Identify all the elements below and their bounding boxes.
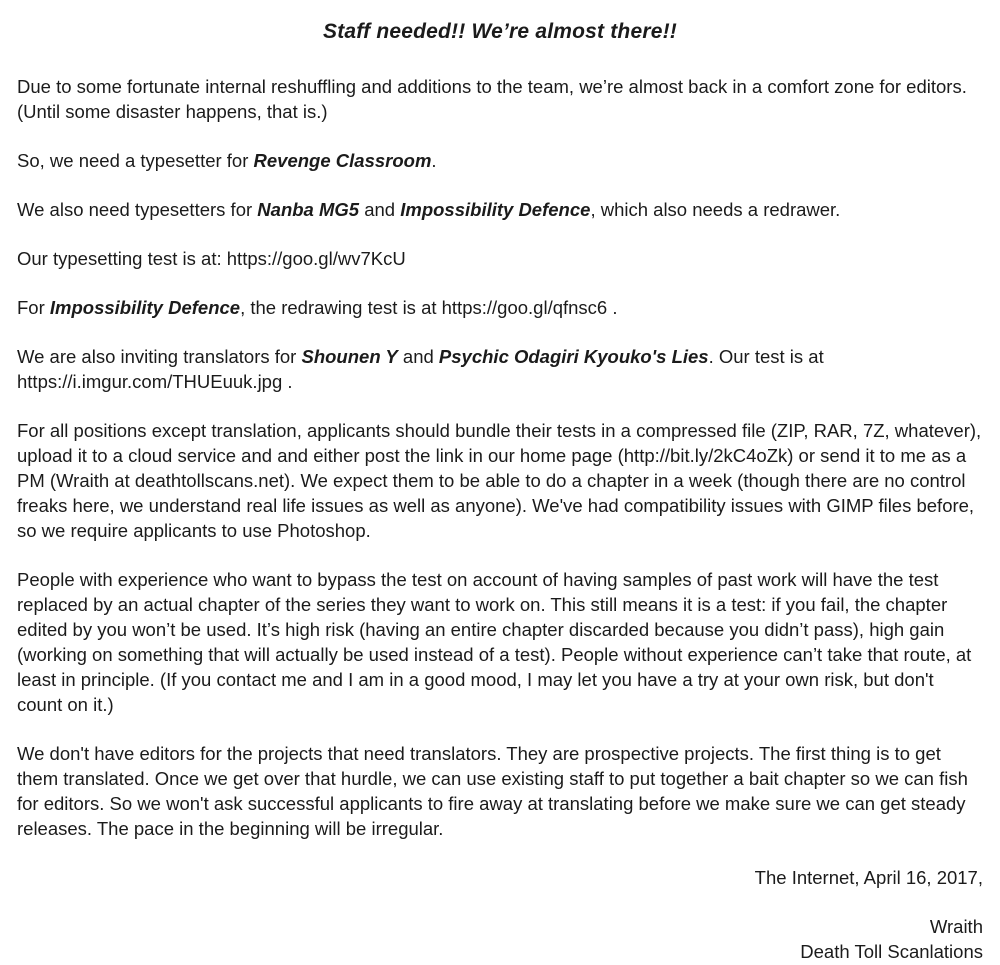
- paragraph: [17, 295, 983, 320]
- paragraph-text: People with experience who want to bypass the test on account of having samples of past work will have the test replaced by an actual chapter of the series they want to work on. This still means it is a test: if you fail, the chapter edited by you won’t be used. It’s high risk (having an entire chapter discarded because you didn’t pass), high gain (working on something that will actually be used instead of a test). People without experience can’t take that route, at least in principle. (If you contact me and I am in a good mood, I may let you have a try at your own risk, but don't count on it.): [17, 569, 972, 715]
- paragraph: [17, 74, 983, 124]
- series-title: Impossibility Defence: [49, 297, 241, 318]
- series-title: Revenge Classroom: [253, 150, 432, 171]
- paragraph-text: and: [397, 346, 439, 367]
- paragraph-text: For all positions except translation, applicants should bundle their tests in a compressed file (ZIP, RAR, 7Z, whatever), upload it to a cloud service and and either post the link in our home page (http://bit.ly/2kC4oZk) or send it to me as a PM (Wraith at deathtollscans.net). We expect them to be able to do a chapter in a week (though there are no control freaks here, we understand real life issues as well as anyone). We've had compatibility issues with GIMP files before, so we require applicants to use Photoshop.: [17, 420, 982, 541]
- series-title: Impossibility Defence: [400, 199, 591, 220]
- paragraph-text: So, we need a typesetter for: [17, 150, 254, 171]
- paragraph-text: For: [17, 297, 50, 318]
- paragraph: [17, 567, 983, 717]
- signature-line: Wraith: [929, 916, 983, 937]
- paragraph: [17, 148, 983, 173]
- series-title: Nanba MG5: [257, 199, 360, 220]
- body-paragraphs: [17, 74, 983, 841]
- date-line: The Internet, April 16, 2017,: [754, 867, 983, 888]
- page-title: Staff needed!! We’re almost there!!: [323, 20, 677, 43]
- paragraph: [17, 418, 983, 543]
- signature-block: [17, 914, 983, 964]
- paragraph: [17, 344, 983, 394]
- signature-line: Death Toll Scanlations: [800, 941, 983, 962]
- series-title: Shounen Y: [301, 346, 398, 367]
- paragraph-text: We also need typesetters for: [17, 199, 258, 220]
- paragraph-text: Our typesetting test is at: https://goo.gl/wv7KcU: [17, 248, 406, 269]
- paragraph-text: , the redrawing test is at https://goo.gl/qfnsc6 .: [240, 297, 618, 318]
- paragraph: [17, 741, 983, 841]
- paragraph-text: .: [431, 150, 437, 171]
- series-title: Psychic Odagiri Kyouko's Lies: [438, 346, 709, 367]
- paragraph-text: and: [359, 199, 401, 220]
- paragraph-text: , which also needs a redrawer.: [590, 199, 841, 220]
- paragraph-text: . Our test is at https://i.imgur.com/THUEuuk.jpg .: [17, 346, 824, 392]
- paragraph-text: Due to some fortunate internal reshuffling and additions to the team, we’re almost back in a comfort zone for editors. (Until some disaster happens, that is.): [17, 76, 967, 122]
- paragraph-text: We don't have editors for the projects that need translators. They are prospective projects. The first thing is to get them translated. Once we get over that hurdle, we can use existing staff to put together a bait chapter so we can fish for editors. So we won't ask successful applicants to fire away at translating before we make sure we can get steady releases. The pace in the beginning will be irregular.: [17, 743, 968, 839]
- paragraph: [17, 246, 983, 271]
- paragraph-text: We are also inviting translators for: [17, 346, 302, 367]
- paragraph: [17, 197, 983, 222]
